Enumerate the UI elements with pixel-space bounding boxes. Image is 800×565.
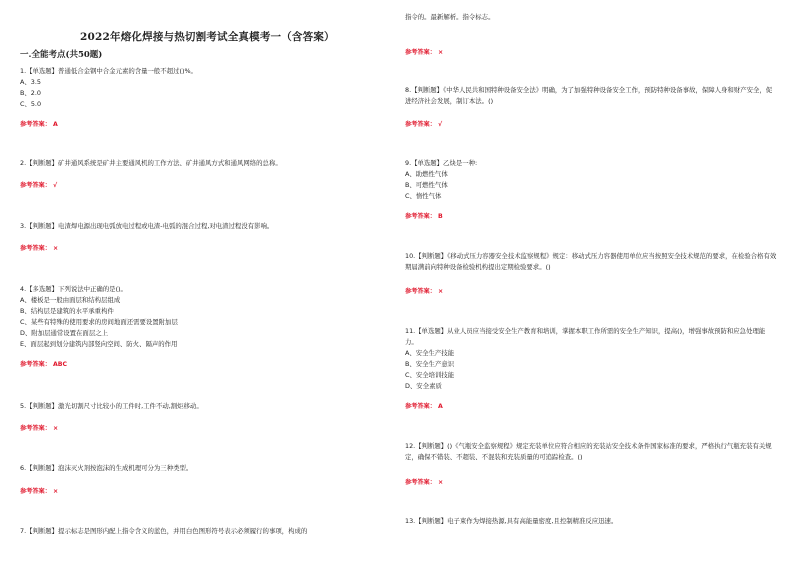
- option: E、面层起到划分建筑内部竖向空间、防火、隔声的作用: [20, 340, 178, 348]
- question-stem: 2.【判断题】矿井通风系统是矿井主要通风机的工作方法、矿井通风方式和通风网络的总称。: [20, 159, 282, 167]
- question-stem: 1.【单选题】普通低合金钢中合金元素的含量一般不超过()%。: [20, 67, 197, 75]
- question-stem: 12.【判断题】()《气瓶安全监察规程》规定充装单位应符合相应的充装站安全技术条件国家标准的要求，严格执行气瓶充装有关规定，确保不错装、不超装、不混装和充装质量的可追踪检查。(): [405, 442, 772, 461]
- answer-prefix: 参考答案：: [405, 49, 436, 56]
- answer-value: ×: [52, 425, 59, 432]
- option: D、安全素质: [405, 382, 442, 390]
- question-block: [20, 66, 392, 110]
- answer-value: ×: [437, 49, 444, 56]
- answer-line: [20, 180, 57, 189]
- option: D、附加层通常设置在面层之上: [20, 329, 108, 337]
- option: A、楼板是一般由面层和结构层组成: [20, 296, 121, 304]
- answer-line: [405, 286, 443, 295]
- answer-value: ×: [437, 479, 444, 486]
- question-stem: 5.【判断题】激光切割尺寸比较小的工件时,工件不动,割炬移动。: [20, 402, 203, 410]
- question-block: [20, 526, 392, 537]
- answer-value: ABC: [52, 361, 67, 368]
- answer-prefix: 参考答案：: [20, 245, 51, 252]
- question-block: [20, 401, 392, 412]
- question-block: [405, 326, 777, 392]
- answer-prefix: 参考答案：: [20, 361, 51, 368]
- question-continuation: [405, 12, 777, 23]
- answer-line: [405, 211, 443, 220]
- answer-value: √: [437, 121, 443, 128]
- answer-prefix: 参考答案：: [405, 121, 436, 128]
- answer-line: [405, 401, 443, 410]
- option: C、惰性气体: [405, 192, 442, 200]
- answer-value: ×: [437, 288, 444, 295]
- option: A、安全生产技能: [405, 349, 455, 357]
- question-block: [405, 516, 777, 527]
- answer-prefix: 参考答案：: [405, 403, 436, 410]
- page-title: 2022年熔化焊接与热切割考试全真模考一（含答案）: [80, 31, 335, 43]
- question-block: [405, 85, 777, 107]
- question-stem: 10.【判断题】《移动式压力容器安全技术监察规程》规定：移动式压力容器使用单位应当按照安全技术规范的要求，在检验合格有效期届满前向特种设备检验机构提出定期检验要求。(): [405, 252, 777, 271]
- answer-line: [405, 119, 442, 128]
- option: B、可燃性气体: [405, 181, 448, 189]
- question-block: [405, 251, 777, 273]
- question-block: [20, 463, 392, 474]
- answer-value: A: [52, 121, 58, 128]
- answer-prefix: 参考答案：: [20, 182, 51, 189]
- option: B、2.0: [20, 89, 41, 97]
- right-column: [405, 0, 785, 565]
- answer-prefix: 参考答案：: [405, 288, 436, 295]
- answer-value: B: [437, 213, 443, 220]
- option: A、3.5: [20, 78, 41, 86]
- option: C、某些有特殊的使用要求的房间地面还需要设置附加层: [20, 318, 178, 326]
- question-stem: 6.【判断题】泡沫灭火剂按泡沫的生成机理可分为三种类型。: [20, 464, 193, 472]
- answer-value: A: [437, 403, 443, 410]
- answer-line: [20, 423, 58, 432]
- question-block: [20, 158, 392, 169]
- answer-line: [405, 47, 443, 56]
- answer-line: [20, 486, 58, 495]
- left-column: [20, 0, 400, 565]
- answer-value: ×: [52, 245, 59, 252]
- option: B、结构层是建筑的水平承重构件: [20, 307, 114, 315]
- option: C、安全培训技能: [405, 371, 455, 379]
- question-stem: 4.【多选题】下列说法中正确的是()。: [20, 285, 127, 293]
- question-stem: 7.【判断题】提示标志是图形内配上指令含义的蓝色，并用白色图形符号表示必须履行的事项，构成的: [20, 527, 308, 535]
- option: A、助燃性气体: [405, 170, 448, 178]
- question-stem: 指令的。最新解析。指令标志。: [405, 13, 495, 21]
- question-stem: 8.【判断题】《中华人民共和国特种设备安全法》明确，为了加强特种设备安全工作，预防特种设备事故，保障人身和财产安全，促进经济社会发展，制订本法。(): [405, 86, 773, 105]
- answer-prefix: 参考答案：: [405, 213, 436, 220]
- answer-value: ×: [52, 488, 59, 495]
- answer-line: [20, 359, 67, 368]
- option: B、安全生产意识: [405, 360, 455, 368]
- option: C、5.0: [20, 100, 42, 108]
- question-stem: 11.【单选题】从业人员应当接受安全生产教育和培训，掌握本职工作所需的安全生产知识，提高()，增强事故预防和应急处理能力。: [405, 327, 766, 346]
- question-block: [20, 284, 392, 350]
- answer-prefix: 参考答案：: [20, 425, 51, 432]
- answer-value: √: [52, 182, 58, 189]
- question-stem: 9.【单选题】乙炔是一种:: [405, 159, 478, 167]
- question-stem: 3.【判断题】电渣焊电源出现电弧放电过程或电渣-电弧的混合过程,对电渣过程没有影响。: [20, 222, 274, 230]
- answer-prefix: 参考答案：: [405, 479, 436, 486]
- question-block: [405, 441, 777, 463]
- answer-prefix: 参考答案：: [20, 488, 51, 495]
- answer-line: [405, 477, 443, 486]
- question-stem: 13.【判断题】电子束作为焊接热源,具有高能量密度,且控制精准反应迅速。: [405, 517, 618, 525]
- answer-line: [20, 119, 58, 128]
- answer-prefix: 参考答案：: [20, 121, 51, 128]
- question-block: [405, 158, 777, 202]
- question-block: [20, 221, 392, 232]
- answer-line: [20, 243, 58, 252]
- section-heading: 一.全能考点(共50题): [20, 50, 103, 60]
